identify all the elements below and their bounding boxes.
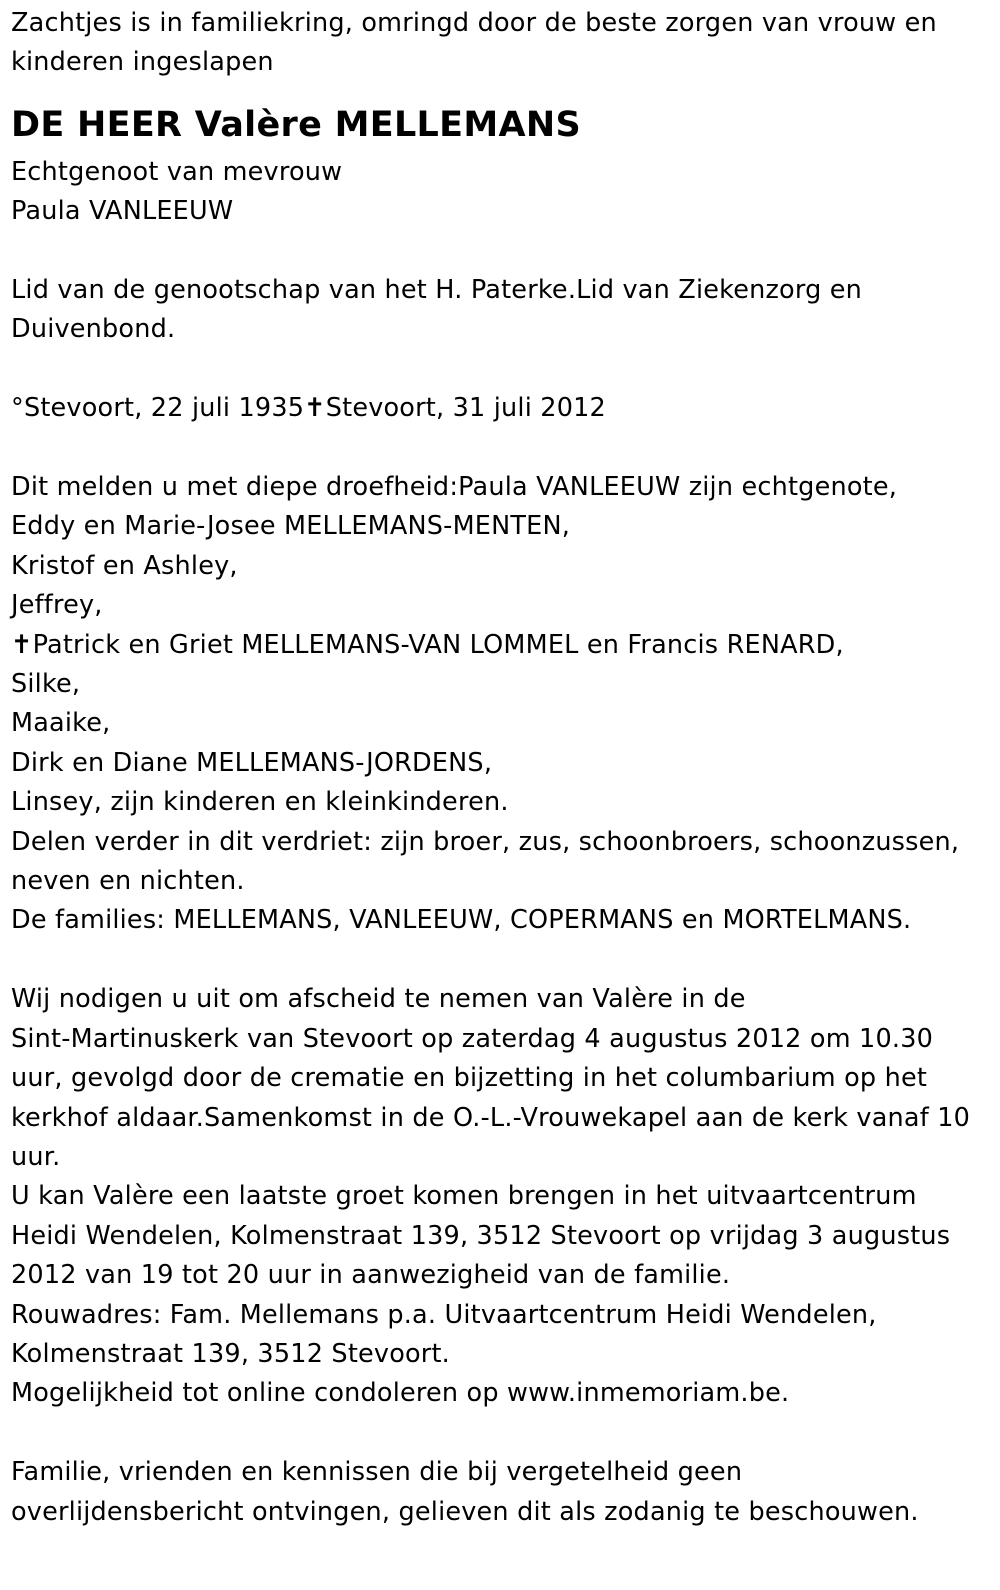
obituary-notice (11, 4, 991, 1532)
ceremony-line: uur. (11, 1141, 61, 1172)
spacer (11, 941, 991, 980)
spouse-section (11, 153, 991, 232)
deceased-name: DE HEER Valère MELLEMANS (11, 104, 581, 145)
family-line: Maaike, (11, 708, 111, 739)
ceremony-line: Mogelijkheid tot online condoleren op www.inmemoriam.be. (11, 1378, 790, 1409)
ceremony-line: U kan Valère een laatste groet komen brengen in het uitvaartcentrum (11, 1181, 917, 1212)
family-line: Linsey, zijn kinderen en kleinkinderen. (11, 787, 509, 818)
ceremony-line: Rouwadres: Fam. Mellemans p.a. Uitvaartcentrum Heidi Wendelen, (11, 1299, 877, 1330)
ceremony-line: 2012 van 19 tot 20 uur in aanwezigheid van de familie. (11, 1260, 731, 1291)
spacer (11, 232, 991, 271)
intro-line: Zachtjes is in familiekring, omringd door de beste zorgen van vrouw en (11, 8, 937, 38)
family-line: ✝Patrick en Griet MELLEMANS-VAN LOMMEL en Francis RENARD, (11, 629, 844, 660)
spouse-line: Echtgenoot van mevrouw (11, 156, 343, 187)
ceremony-section (11, 980, 991, 1413)
ceremony-line: Sint-Martinuskerk van Stevoort op zaterdag 4 augustus 2012 om 10.30 (11, 1023, 934, 1054)
spacer (11, 350, 991, 389)
membership-line: Duivenbond. (11, 314, 176, 345)
family-line: neven en nichten. (11, 866, 245, 897)
family-line: Kristof en Ashley, (11, 550, 238, 581)
ceremony-line: Kolmenstraat 139, 3512 Stevoort. (11, 1338, 450, 1369)
family-line: Delen verder in dit verdriet: zijn broer, zus, schoonbroers, schoonzussen, (11, 826, 960, 857)
spacer (11, 429, 991, 468)
intro-section (11, 4, 991, 83)
family-line: Jeffrey, (11, 590, 103, 621)
ceremony-line: uur, gevolgd door de crematie en bijzetting in het columbarium op het (11, 1063, 928, 1094)
spacer (11, 1414, 991, 1453)
memberships-section (11, 271, 991, 350)
family-section (11, 468, 991, 941)
intro-line: kinderen ingeslapen (11, 47, 274, 78)
closing-line: Familie, vrienden en kennissen die bij vergetelheid geen (11, 1457, 743, 1488)
ceremony-line: Wij nodigen u uit om afscheid te nemen van Valère in de (11, 984, 746, 1015)
family-line: Silke, (11, 669, 81, 700)
birth-death-dates: °Stevoort, 22 juli 1935✝Stevoort, 31 juli 2012 (11, 393, 606, 424)
closing-line: overlijdensbericht ontvingen, gelieven dit als zodanig te beschouwen. (11, 1496, 919, 1527)
membership-line: Lid van de genootschap van het H. Paterke.Lid van Ziekenzorg en (11, 275, 863, 306)
ceremony-line: Heidi Wendelen, Kolmenstraat 139, 3512 Stevoort op vrijdag 3 augustus (11, 1220, 951, 1251)
closing-section (11, 1453, 991, 1532)
family-line: De families: MELLEMANS, VANLEEUW, COPERMANS en MORTELMANS. (11, 905, 912, 936)
family-line: Dit melden u met diepe droefheid:Paula VANLEEUW zijn echtgenote, (11, 472, 898, 503)
spouse-name: Paula VANLEEUW (11, 196, 234, 227)
family-line: Eddy en Marie-Josee MELLEMANS-MENTEN, (11, 511, 571, 542)
ceremony-line: kerkhof aldaar.Samenkomst in de O.-L.-Vrouwekapel aan de kerk vanaf 10 (11, 1102, 971, 1133)
family-line: Dirk en Diane MELLEMANS-JORDENS, (11, 747, 493, 778)
